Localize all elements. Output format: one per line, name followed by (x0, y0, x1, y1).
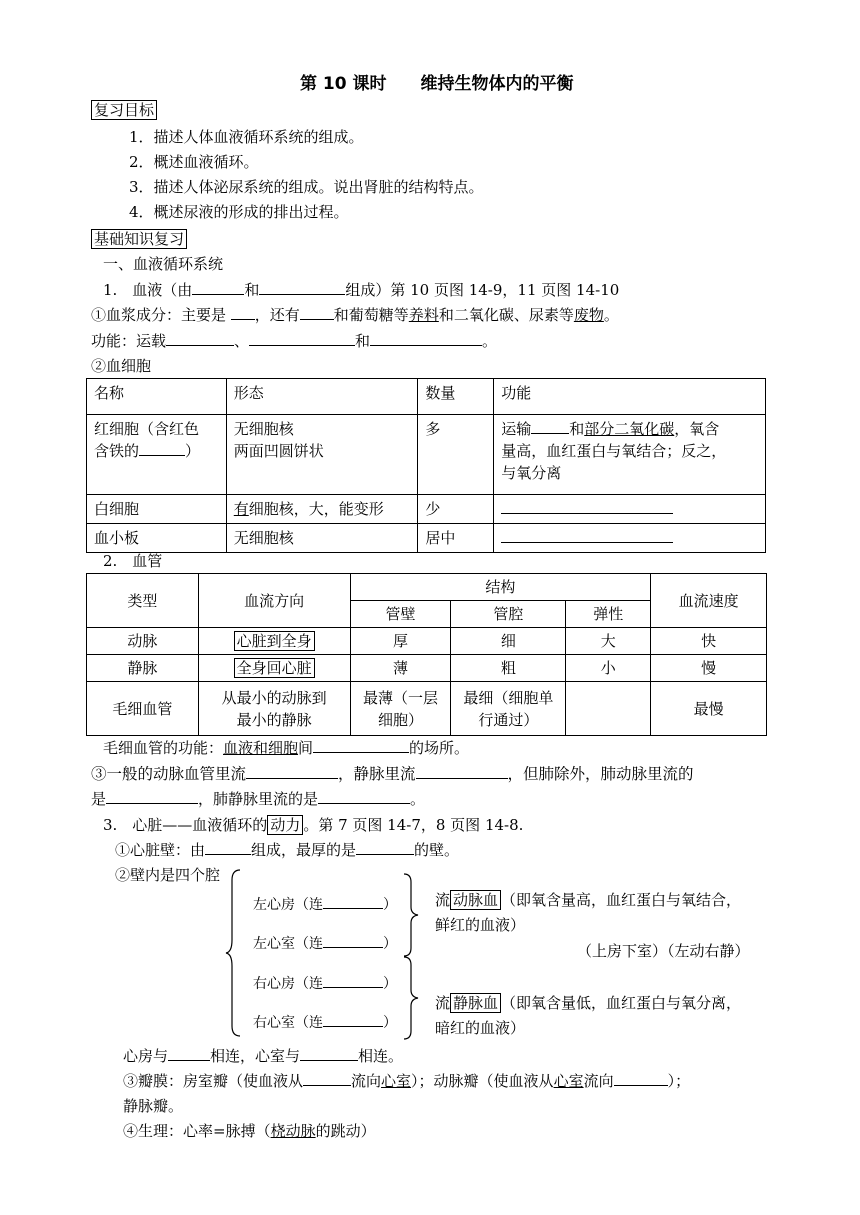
vessel-direction: 从最小的动脉到 最小的静脉 (198, 682, 350, 736)
table-header: 血流速度 (651, 574, 767, 628)
artery-line: ③一般的动脉血管里流 ，静脉里流 ，但肺除外，肺动脉里流的 (91, 765, 694, 783)
physiology-line: ④生理：心率=脉搏（桡动脉的跳动） (123, 1122, 376, 1140)
cell-count: 居中 (418, 524, 494, 553)
cell-count: 多 (418, 415, 494, 495)
table-header: 管壁 (350, 601, 451, 628)
table-row (87, 628, 767, 655)
vessel-elastic (566, 682, 651, 736)
vessel-speed: 最慢 (651, 682, 767, 736)
vessel-wall: 薄 (350, 655, 451, 682)
table-header: 形态 (226, 379, 418, 415)
vessel-lumen: 粗 (451, 655, 566, 682)
cell-name: 白细胞 (87, 495, 227, 524)
cell-function: 运输 和部分二氧化碳，氧含 量高，血红蛋白与氧结合；反之， 与氧分离 (494, 415, 766, 495)
cell-shape: 无细胞核 (226, 524, 418, 553)
blood-cell-table (86, 378, 766, 553)
vessel-direction: 心脏到全身 (198, 628, 350, 655)
table-header: 血流方向 (198, 574, 350, 628)
table-header: 名称 (87, 379, 227, 415)
vessel-elastic: 小 (566, 655, 651, 682)
cell-count: 少 (418, 495, 494, 524)
cell-function (494, 495, 766, 524)
vessel-direction: 全身回心脏 (198, 655, 350, 682)
chamber-item: 右心室（连 ） (253, 1012, 397, 1033)
vessel-lumen: 细 (451, 628, 566, 655)
vessel-speed: 慢 (651, 655, 767, 682)
mnemonic: （上房下室）（左动右静） (577, 942, 750, 960)
table-header: 类型 (87, 574, 199, 628)
cell-function (494, 524, 766, 553)
cell-shape: 有细胞核，大，能变形 (226, 495, 418, 524)
chamber-item: 右心房（连 ） (253, 973, 397, 994)
cell-shape: 无细胞核 两面凹圆饼状 (226, 415, 418, 495)
right-brace-icon (402, 955, 420, 1041)
valves-line-2: 静脉瓣。 (123, 1097, 184, 1115)
connect-line: 心房与 相连，心室与 相连。 (123, 1047, 404, 1065)
table-row (87, 524, 766, 553)
plasma-line: ①血浆成分：主要是 ，还有 和葡萄糖等养料和二氧化碳、尿素等废物。 (91, 306, 619, 324)
venous-blood-line: 流 静脉血 （即氧含量低，血红蛋白与氧分离， (435, 994, 742, 1012)
venous-blood-line-2: 暗红的血液） (435, 1019, 526, 1037)
function-line: 功能：运载 、 和 。 (91, 332, 498, 350)
vessel-wall: 最薄（一层 细胞） (350, 682, 451, 736)
vessel-type: 毛细血管 (87, 682, 199, 736)
blood-cells-label: ②血细胞 (91, 357, 152, 375)
table-header: 弹性 (566, 601, 651, 628)
heart-line: 3. 心脏——血液循环的 动力 。第 7 页图 14-7，8 页图 14-8. (103, 816, 524, 834)
capillary-function-line: 毛细血管的功能：血液和细胞间 的场所。 (103, 739, 470, 757)
table-row (87, 682, 767, 736)
valves-line: ③瓣膜：房室瓣（使血液从 流向心室）；动脉瓣（使血液从心室流向 ）； (123, 1072, 691, 1090)
cell-name: 血小板 (87, 524, 227, 553)
vessels-label: 2. 血管 (103, 552, 163, 570)
page-title: 第 10 课时 维持生物体内的平衡 (300, 74, 574, 94)
review-goals-heading: 复习目标 (91, 100, 157, 120)
table-row (87, 415, 766, 495)
artery-line-2: 是 ，肺静脉里流的是 。 (91, 790, 426, 808)
table-header: 结构 (350, 574, 651, 601)
goal-item: 4．概述尿液的形成的排出过程。 (129, 203, 349, 221)
chambers-label: ②壁内是四个腔 (115, 866, 221, 884)
blood-line: 1. 血液（由 和 组成）第 10 页图 14-9，11 页图 14-10 (103, 281, 620, 299)
goal-item: 1．描述人体血液循环系统的组成。 (129, 128, 364, 146)
vessel-table (86, 573, 767, 736)
goal-item: 2．概述血液循环。 (129, 153, 259, 171)
vessel-elastic: 大 (566, 628, 651, 655)
table-header: 数量 (418, 379, 494, 415)
table-header: 管腔 (451, 601, 566, 628)
vessel-speed: 快 (651, 628, 767, 655)
left-brace-icon (224, 868, 244, 1038)
right-brace-icon (402, 872, 420, 958)
table-row (87, 495, 766, 524)
chamber-item: 左心房（连 ） (253, 894, 397, 915)
basics-heading: 基础知识复习 (91, 229, 187, 249)
table-row (87, 655, 767, 682)
arterial-blood-line-2: 鲜红的血液） (435, 916, 526, 934)
table-header: 功能 (494, 379, 766, 415)
goal-item: 3．描述人体泌尿系统的组成。说出肾脏的结构特点。 (129, 178, 484, 196)
heart-wall-line: ①心脏壁：由 组成，最厚的是 的壁。 (115, 841, 460, 859)
section-heading: 一、血液循环系统 (103, 255, 224, 273)
arterial-blood-line: 流 动脉血 （即氧含量高，血红蛋白与氧结合， (435, 891, 742, 909)
vessel-type: 静脉 (87, 655, 199, 682)
vessel-lumen: 最细（细胞单 行通过） (451, 682, 566, 736)
chamber-item: 左心室（连 ） (253, 933, 397, 954)
cell-name: 红细胞（含红色 含铁的 ） (87, 415, 227, 495)
vessel-type: 动脉 (87, 628, 199, 655)
vessel-wall: 厚 (350, 628, 451, 655)
